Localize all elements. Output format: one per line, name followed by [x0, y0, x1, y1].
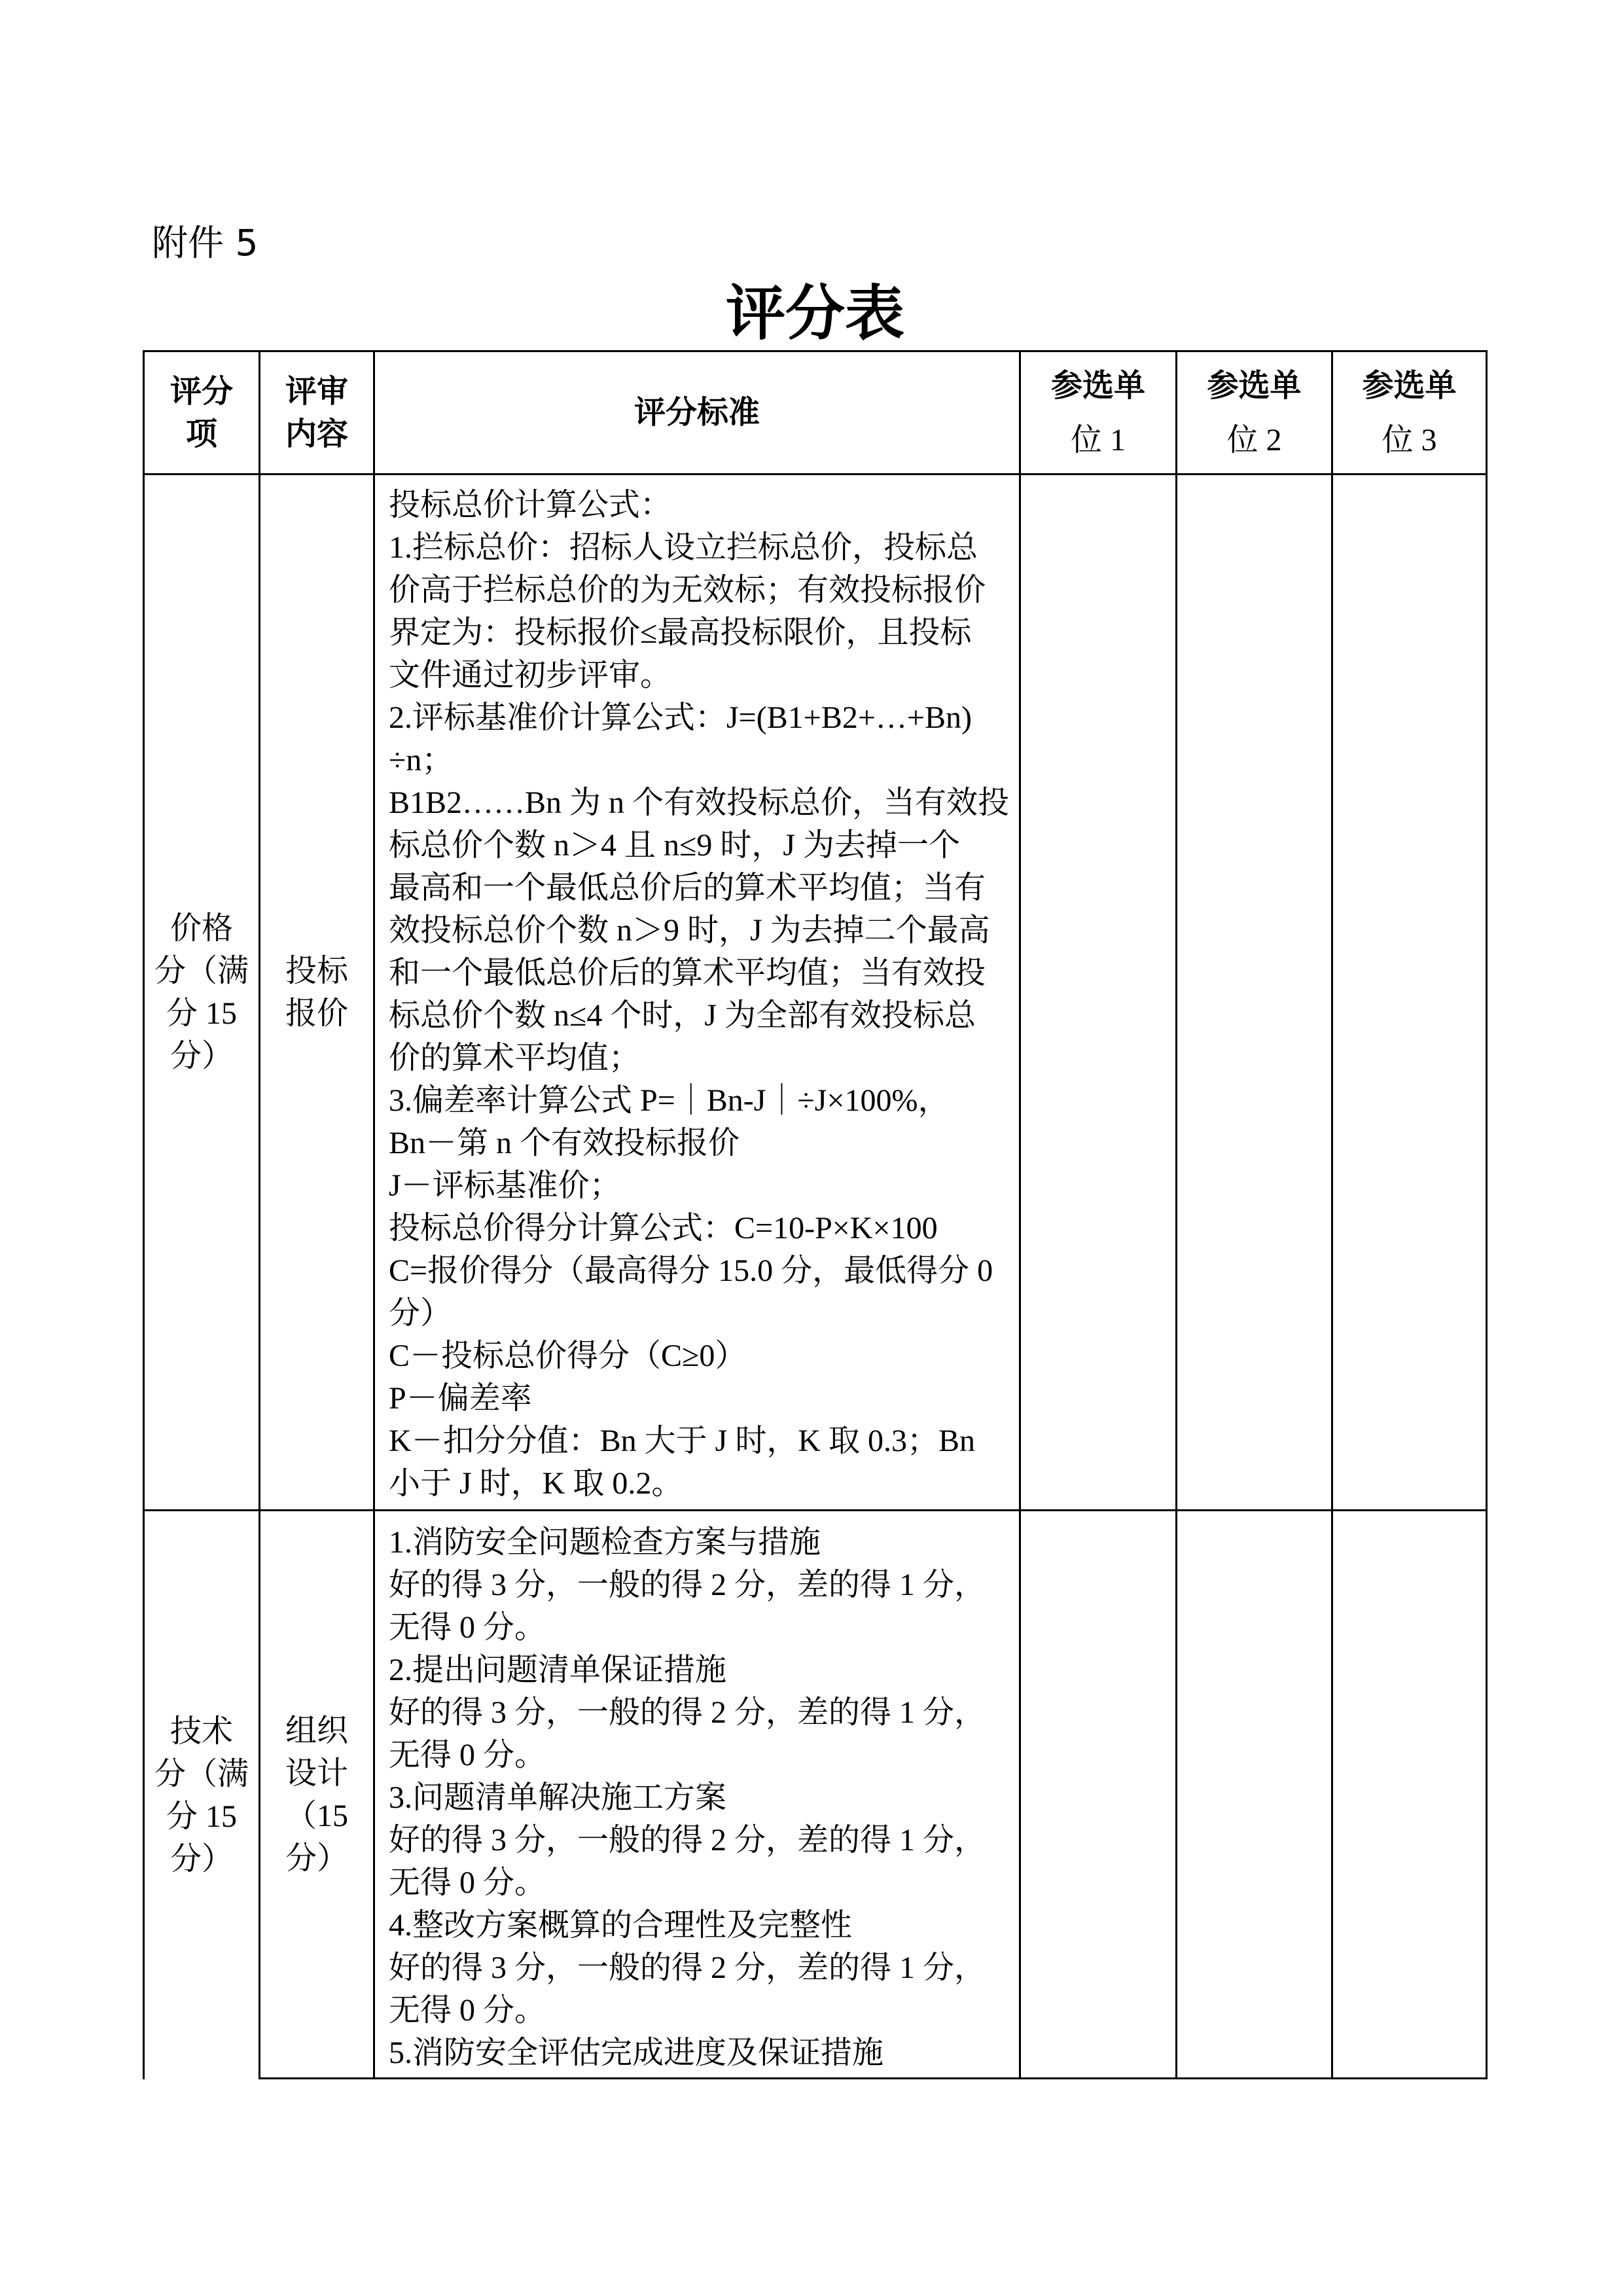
item-line: 分 15 [166, 1799, 237, 1834]
header-unit-1 [1021, 350, 1177, 475]
criteria-line: 4.整改方案概算的合理性及完整性 [389, 1908, 853, 1943]
header-content-line: 内容 [285, 416, 348, 452]
criteria-line: 无得 0 分。 [389, 1610, 546, 1645]
criteria-line: 文件通过初步评审。 [389, 658, 672, 692]
row-technical-content [260, 1511, 375, 2079]
content-line: 分） [285, 1840, 348, 1876]
score-cell-unit-2 [1177, 1511, 1333, 2079]
criteria-line: 投标总价得分计算公式：C=10-P×K×100 [389, 1211, 938, 1246]
criteria-line: 分） [389, 1296, 452, 1331]
criteria-line: 2.评标基准价计算公式：J=(B1+B2+…+Bn) [389, 700, 972, 735]
header-item-line: 项 [185, 416, 217, 452]
item-line: 价格 [169, 911, 233, 946]
header-scoring-item [143, 350, 260, 475]
criteria-line: B1B2……Bn 为 n 个有效投标总价，当有效投 [389, 785, 1010, 820]
content-line: 设计 [285, 1755, 348, 1791]
criteria-line: 无得 0 分。 [389, 1993, 546, 2028]
criteria-line: 好的得 3 分，一般的得 2 分，差的得 1 分， [389, 1695, 986, 1730]
item-line: 分（满 [154, 1757, 249, 1791]
header-unit-2 [1177, 350, 1333, 475]
item-line: 技术 [169, 1714, 233, 1749]
criteria-line: 价高于拦标总价的为无效标；有效投标报价 [389, 573, 986, 607]
header-content-line: 评审 [285, 374, 348, 409]
criteria-line: C－投标总价得分（C≥0） [389, 1338, 747, 1373]
row-price-criteria [375, 475, 1021, 1511]
criteria-line: 效投标总价个数 n＞9 时，J 为去掉二个最高 [389, 913, 990, 948]
criteria-line: 好的得 3 分，一般的得 2 分，差的得 1 分， [389, 1823, 986, 1857]
criteria-line: Bn－第 n 个有效投标报价 [389, 1126, 740, 1160]
criteria-line: 1.消防安全问题检查方案与措施 [389, 1525, 821, 1560]
header-unit-line: 参选单 [1050, 368, 1145, 403]
criteria-line: 标总价个数 n≤4 个时，J 为全部有效投标总 [389, 998, 976, 1033]
criteria-line: 无得 0 分。 [389, 1738, 546, 1772]
criteria-line: C=报价得分（最高得分 15.0 分，最低得分 0 [389, 1253, 993, 1288]
criteria-line: 投标总价计算公式： [389, 488, 672, 522]
header-unit-line: 参选单 [1207, 368, 1302, 403]
score-cell-unit-1 [1021, 475, 1177, 1511]
criteria-line: P－偏差率 [389, 1381, 532, 1416]
item-line: 分） [169, 1842, 233, 1876]
criteria-line: 小于 J 时，K 取 0.2。 [389, 1466, 683, 1501]
item-line: 分（满 [154, 954, 249, 988]
page-title: 评分表 [725, 281, 904, 347]
criteria-line: 3.偏差率计算公式 P=｜Bn-J｜÷J×100%， [389, 1083, 950, 1118]
criteria-line: J－评标基准价； [389, 1168, 621, 1203]
item-line: 分） [169, 1039, 233, 1073]
scoring-table [143, 350, 1488, 2079]
criteria-line: 和一个最低总价后的算术平均值；当有效投 [389, 956, 986, 990]
criteria-line: 3.问题清单解决施工方案 [389, 1780, 727, 1815]
header-criteria-label: 评分标准 [633, 395, 760, 430]
row-technical-criteria [375, 1511, 1021, 2079]
header-item-line: 评分 [169, 374, 233, 409]
criteria-line: 2.提出问题清单保证措施 [389, 1653, 727, 1687]
score-cell-unit-3 [1333, 1511, 1488, 2079]
criteria-line: ÷n； [389, 743, 454, 778]
header-scoring-criteria [375, 350, 1021, 475]
header-unit-line: 位 2 [1226, 422, 1282, 457]
attachment-label: 附件 5 [152, 222, 259, 264]
header-unit-line: 位 3 [1382, 422, 1437, 457]
content-line: 投标 [285, 954, 348, 988]
criteria-line: 价的算术平均值； [389, 1041, 641, 1075]
row-technical-item [143, 1511, 260, 2079]
content-line: （15 [285, 1798, 348, 1833]
criteria-line: 好的得 3 分，一般的得 2 分，差的得 1 分， [389, 1568, 986, 1602]
criteria-line: 标总价个数 n＞4 且 n≤9 时，J 为去掉一个 [389, 828, 961, 863]
criteria-line: 最高和一个最低总价后的算术平均值；当有 [389, 870, 986, 905]
row-price-item [143, 475, 260, 1511]
criteria-line: 无得 0 分。 [389, 1865, 546, 1900]
row-price-content [260, 475, 375, 1511]
header-unit-line: 参选单 [1362, 368, 1457, 403]
header-unit-line: 位 1 [1070, 422, 1126, 457]
score-cell-unit-3 [1333, 475, 1488, 1511]
score-cell-unit-2 [1177, 475, 1333, 1511]
criteria-line: 好的得 3 分，一般的得 2 分，差的得 1 分， [389, 1950, 986, 1985]
header-review-content [260, 350, 375, 475]
content-line: 组织 [285, 1713, 348, 1748]
score-cell-unit-1 [1021, 1511, 1177, 2079]
criteria-line: 5.消防安全评估完成进度及保证措施 [389, 2036, 884, 2070]
criteria-line: K－扣分分值：Bn 大于 J 时，K 取 0.3；Bn [389, 1424, 976, 1458]
header-unit-3 [1333, 350, 1488, 475]
item-line: 分 15 [166, 996, 237, 1031]
content-line: 报价 [285, 996, 348, 1031]
criteria-line: 1.拦标总价：招标人设立拦标总价，投标总 [389, 530, 978, 565]
criteria-line: 界定为：投标报价≤最高投标限价，且投标 [389, 615, 972, 650]
